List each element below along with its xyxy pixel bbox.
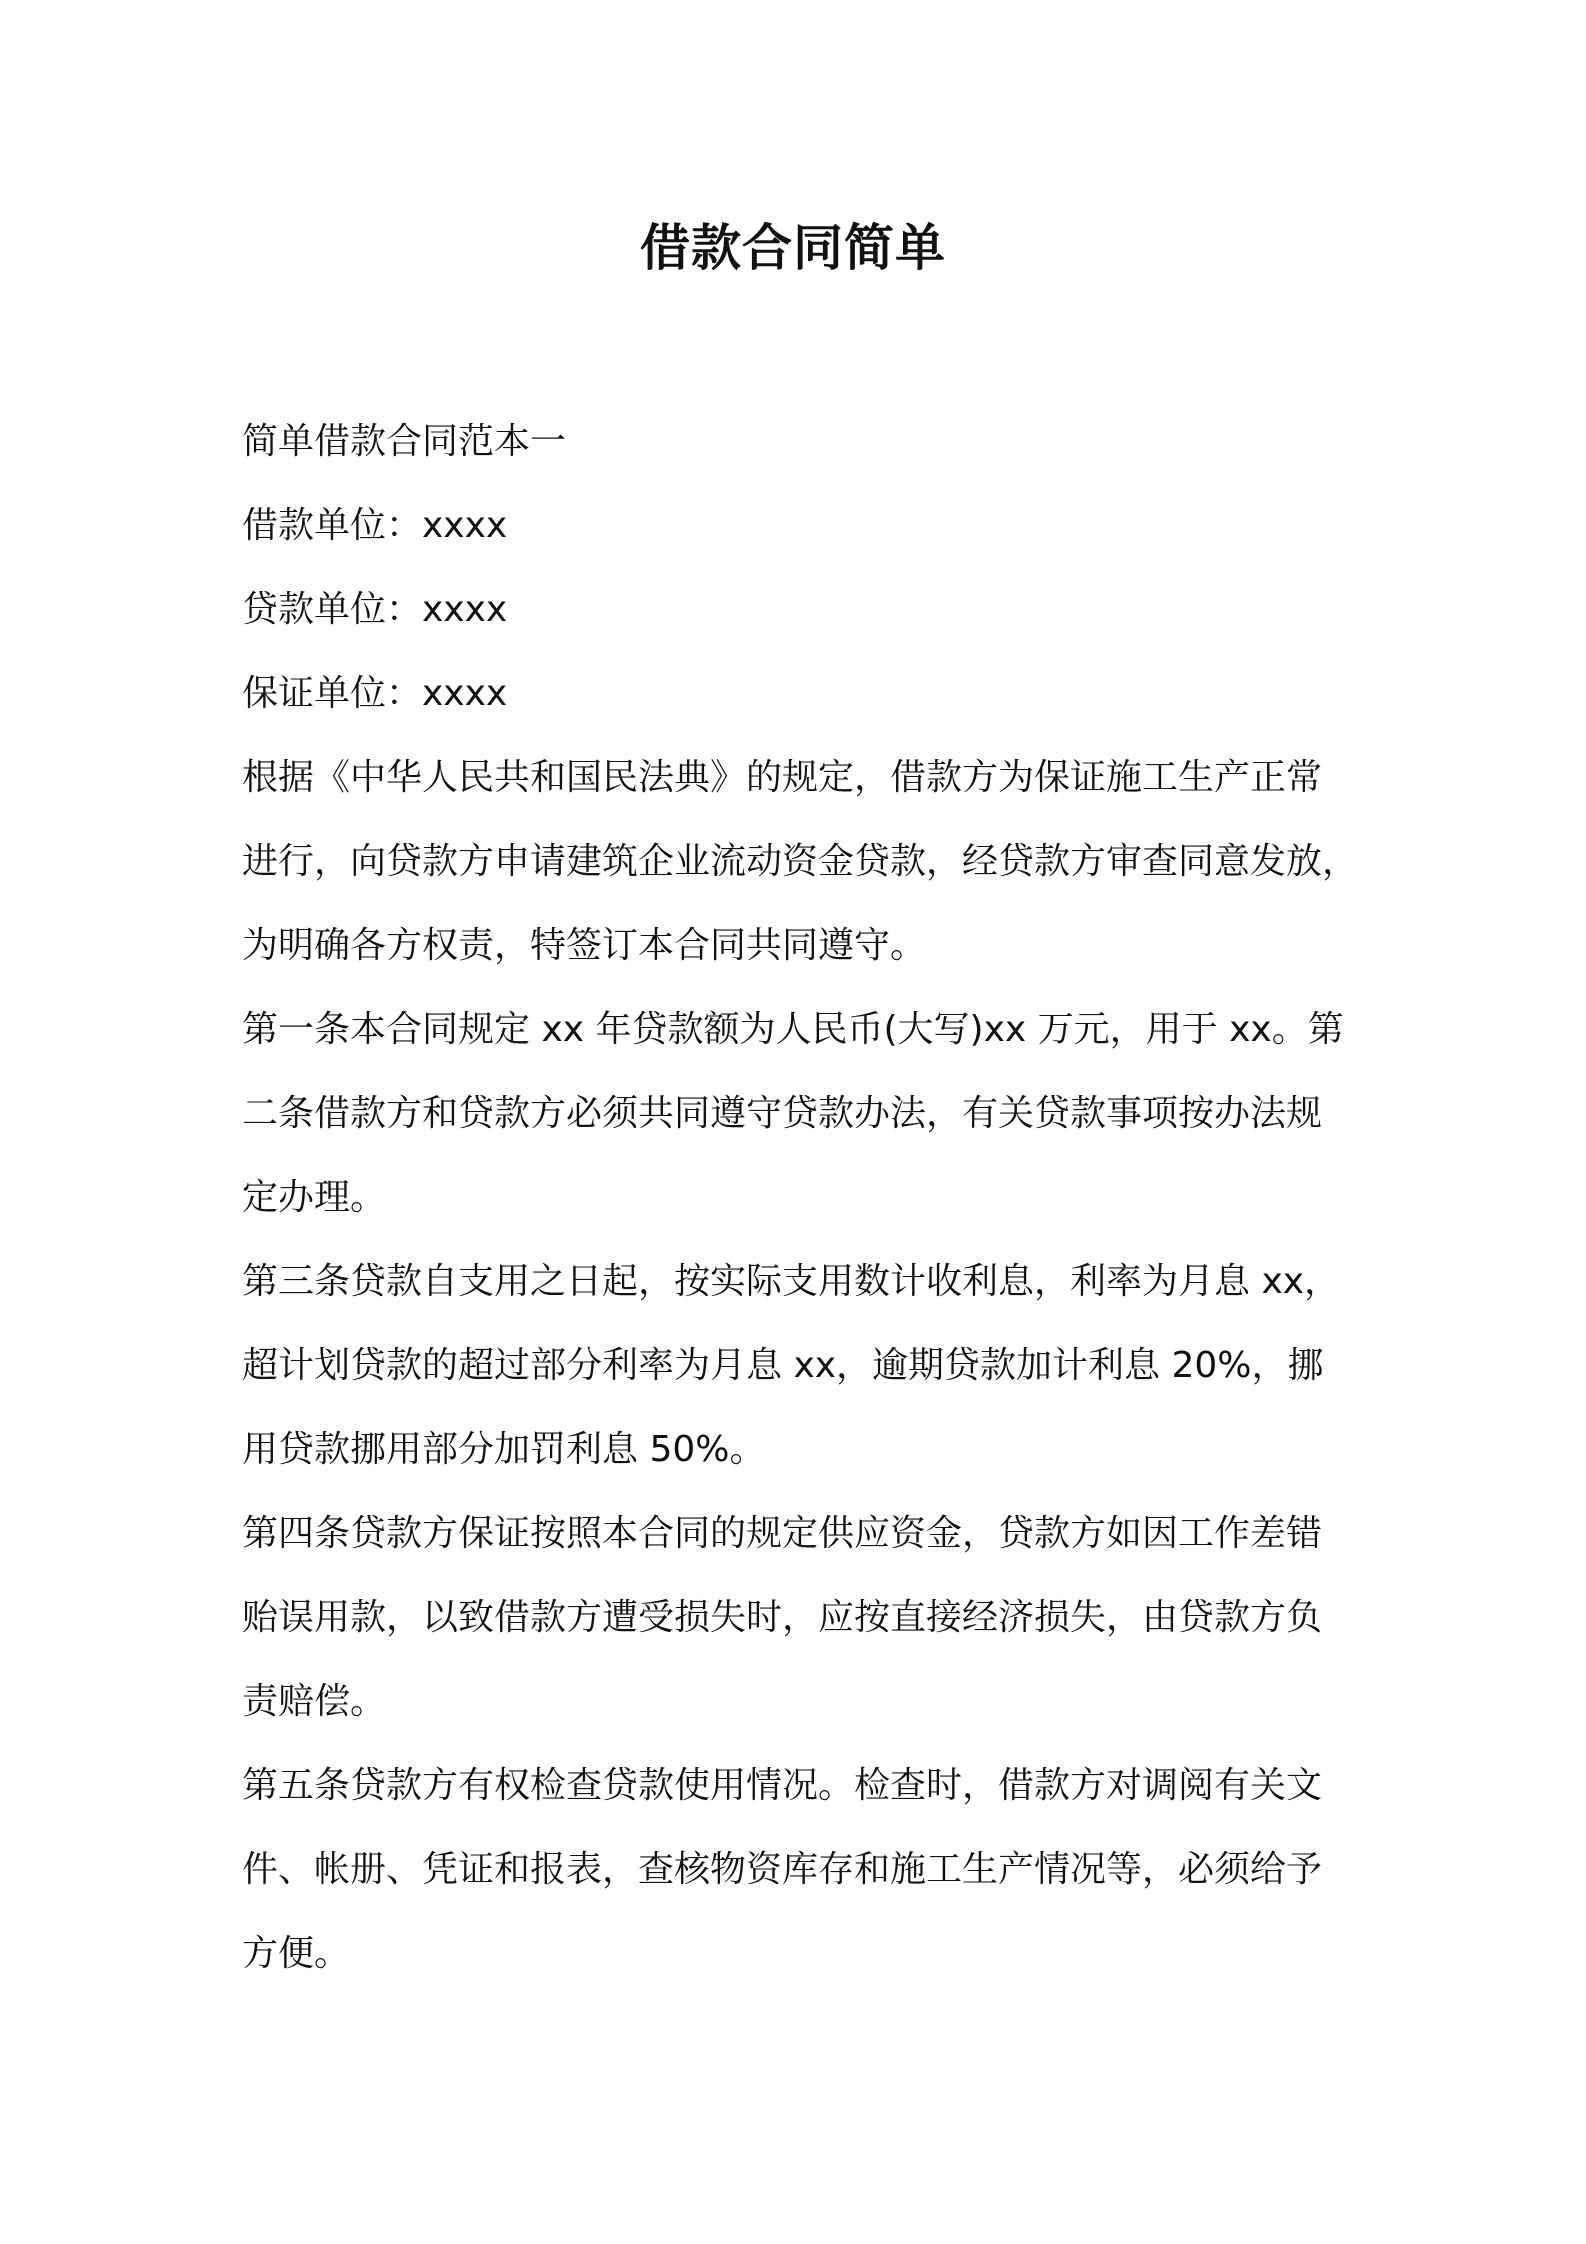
body-text-line: 超计划贷款的超过部分利率为月息 xx，逾期贷款加计利息 20%，挪 bbox=[242, 1345, 1324, 1386]
body-text-line: 第三条贷款自支用之日起，按实际支用数计收利息，利率为月息 xx， bbox=[242, 1261, 1341, 1302]
body-text-line: 根据《中华人民共和国民法典》的规定，借款方为保证施工生产正常 bbox=[242, 757, 1323, 798]
body-text-line: 责赔偿。 bbox=[242, 1681, 387, 1722]
document-title: 借款合同简单 bbox=[640, 219, 946, 277]
body-text-line: 第五条贷款方有权检查贷款使用情况。检查时，借款方对调阅有关文 bbox=[242, 1765, 1323, 1806]
body-text-line: 方便。 bbox=[242, 1933, 351, 1974]
body-text-line: 件、帐册、凭证和报表，查核物资库存和施工生产情况等，必须给予 bbox=[242, 1849, 1323, 1890]
body-text-line: 定办理。 bbox=[242, 1177, 387, 1218]
document-body bbox=[242, 400, 1359, 1996]
guarantor-line: 保证单位：xxxx bbox=[242, 673, 508, 714]
body-text-line: 第四条贷款方保证按照本合同的规定供应资金，贷款方如因工作差错 bbox=[242, 1513, 1323, 1554]
borrower-line: 借款单位：xxxx bbox=[242, 505, 508, 546]
body-text-line: 二条借款方和贷款方必须共同遵守贷款办法，有关贷款事项按办法规 bbox=[242, 1093, 1323, 1134]
body-text-line: 用贷款挪用部分加罚利息 50%。 bbox=[242, 1429, 766, 1470]
body-text-line: 贻误用款，以致借款方遭受损失时，应按直接经济损失，由贷款方负 bbox=[242, 1597, 1323, 1638]
body-text-line: 为明确各方权责，特签订本合同共同遵守。 bbox=[242, 925, 927, 966]
body-text-line: 进行，向贷款方申请建筑企业流动资金贷款，经贷款方审查同意发放， bbox=[242, 841, 1359, 882]
lender-line: 贷款单位：xxxx bbox=[242, 589, 508, 630]
section-heading: 简单借款合同范本一 bbox=[242, 421, 567, 462]
body-text-line: 第一条本合同规定 xx 年贷款额为人民币(大写)xx 万元，用于 xx。第 bbox=[242, 1009, 1344, 1050]
